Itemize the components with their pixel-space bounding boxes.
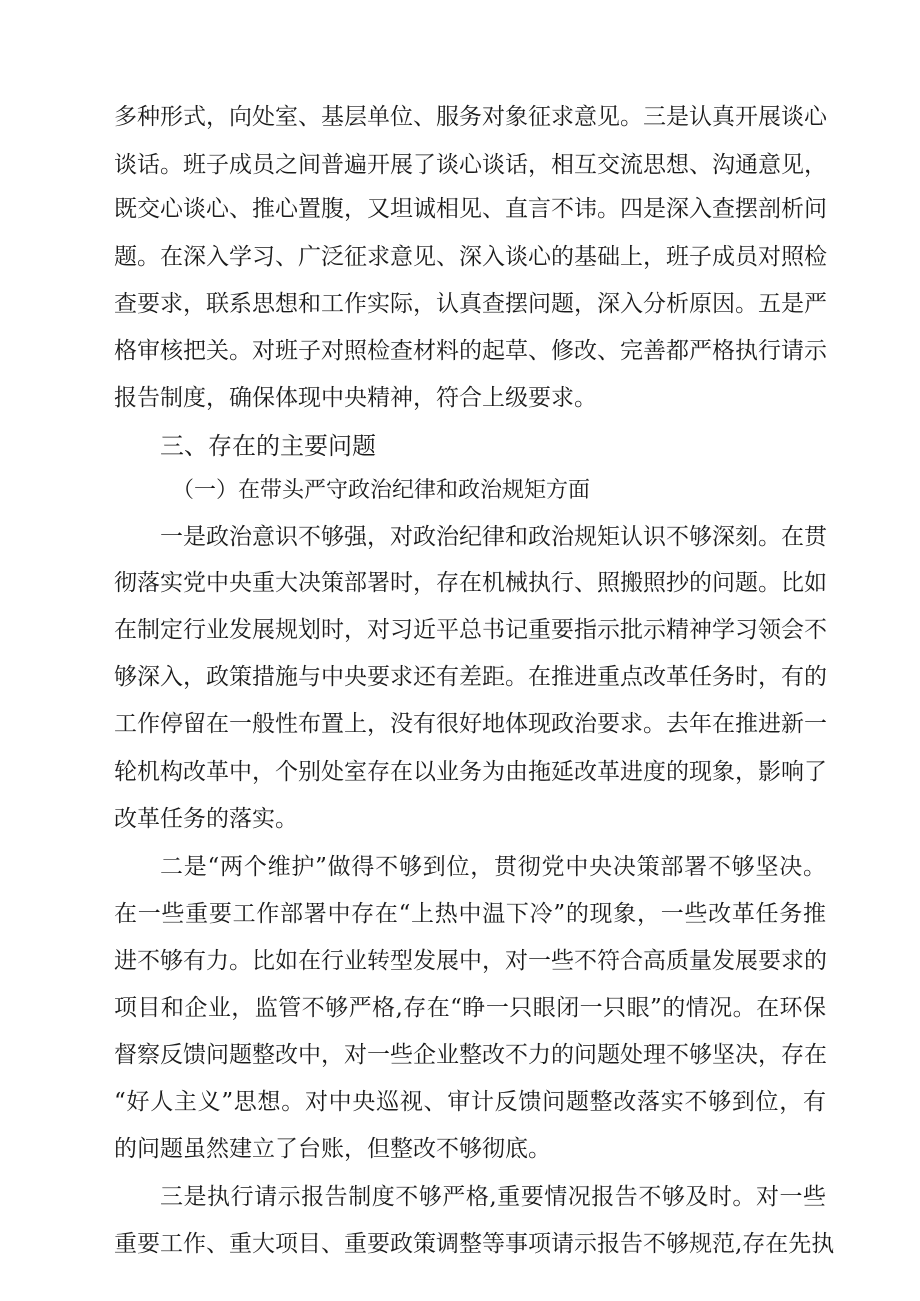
paragraph-1-line: 在制定行业发展规划时，对习近平总书记重要指示批示精神学习领会不 [114,617,827,643]
paragraph-2-line: 项目和企业，监管不够严格,存在“睁一只眼闭一只眼”的情况。在环保 [114,995,826,1021]
section-heading: 三、存在的主要问题 [160,432,376,460]
paragraph-2-line: “好人主义”思想。对中央巡视、审计反馈问题整改落实不够到位，有 [114,1089,826,1115]
subsection-heading: （一）在带头严守政治纪律和政治规矩方面 [172,478,591,503]
paragraph-2-line: 在一些重要工作部署中存在“上热中温下冷”的现象，一些改革任务推 [114,901,826,927]
paragraph-3-line: 重要工作、重大项目、重要政策调整等事项请示报告不够规范,存在先执 [114,1231,835,1257]
intro-line: 报告制度，确保体现中央精神，符合上级要求。 [114,385,597,411]
intro-line: 题。在深入学习、广泛征求意见、深入谈心的基础上，班子成员对照检 [114,244,827,270]
paragraph-1-line: 工作停留在一般性布置上，没有很好地体现政治要求。去年在推进新一 [114,711,827,737]
intro-line: 格审核把关。对班子对照检查材料的起草、修改、完善都严格执行请示 [114,338,827,364]
paragraph-2-line: 进不够有力。比如在行业转型发展中，对一些不符合高质量发展要求的 [114,948,827,974]
paragraph-2-line: 的问题虽然建立了台账，但整改不够彻底。 [114,1136,551,1162]
paragraph-1-line: 改革任务的落实。 [114,806,298,832]
intro-line: 谈话。班子成员之间普遍开展了谈心谈话，相互交流思想、沟通意见， [114,152,827,178]
intro-line: 多种形式，向处室、基层单位、服务对象征求意见。三是认真开展谈心 [114,104,827,130]
intro-line: 查要求，联系思想和工作实际，认真查摆问题，深入分析原因。五是严 [114,291,827,317]
paragraph-2-line: 二是“两个维护”做得不够到位，贯彻党中央决策部署不够坚决。 [160,854,826,880]
paragraph-1-line: 够深入，政策措施与中央要求还有差距。在推进重点改革任务时，有的 [114,664,827,690]
paragraph-1-line: 彻落实党中央重大决策部署时，存在机械执行、照搬照抄的问题。比如 [114,570,827,596]
intro-line: 既交心谈心、推心置腹，又坦诚相见、直言不讳。四是深入查摆剖析问 [114,196,827,222]
paragraph-1-line: 一是政治意识不够强，对政治纪律和政治规矩认识不够深刻。在贯 [160,524,827,550]
paragraph-1-line: 轮机构改革中，个别处室存在以业务为由拖延改革进度的现象，影响了 [114,759,827,785]
paragraph-2-line: 督察反馈问题整改中，对一些企业整改不力的问题处理不够坚决，存在 [114,1042,827,1068]
paragraph-3-line: 三是执行请示报告制度不够严格,重要情况报告不够及时。对一些 [160,1184,826,1210]
